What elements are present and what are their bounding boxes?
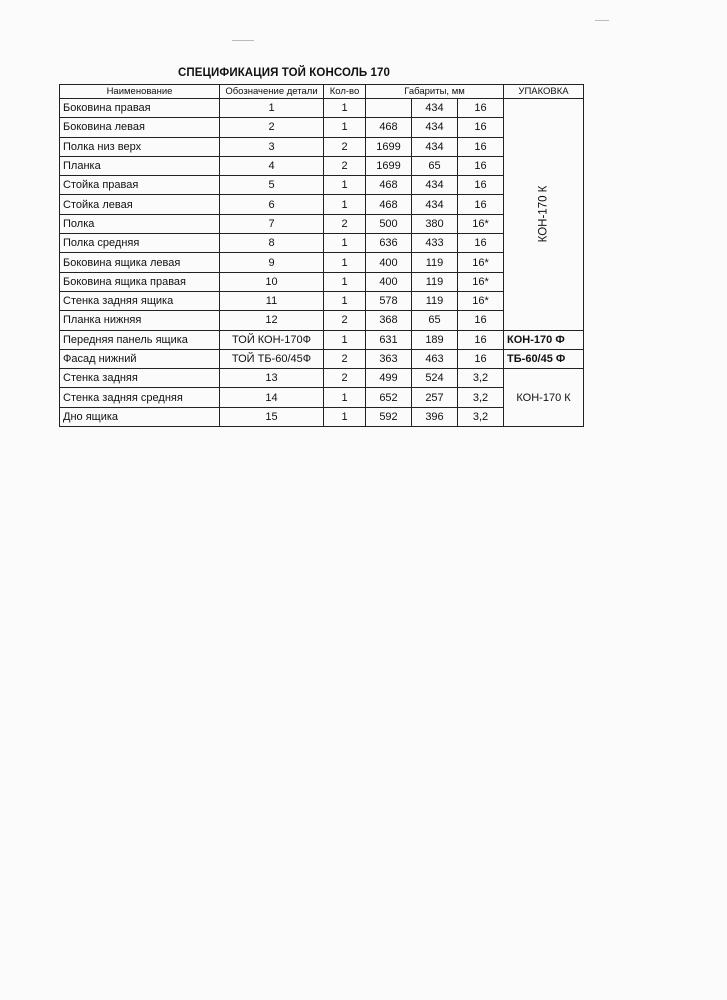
cell-name: Планка [60, 156, 220, 175]
cell-qty: 1 [324, 272, 366, 291]
cell-dim-1: 636 [366, 234, 412, 253]
cell-designation: ТОЙ КОН-170Ф [220, 330, 324, 349]
cell-dim-2: 434 [412, 195, 458, 214]
cell-dim-3: 16 [458, 349, 504, 368]
cell-dim-3: 16 [458, 99, 504, 118]
cell-qty: 1 [324, 291, 366, 310]
cell-dim-1: 1699 [366, 156, 412, 175]
cell-dim-2: 65 [412, 311, 458, 330]
cell-dim-1: 363 [366, 349, 412, 368]
cell-qty: 2 [324, 156, 366, 175]
cell-dim-3: 3,2 [458, 388, 504, 407]
cell-qty: 2 [324, 311, 366, 330]
cell-qty: 1 [324, 407, 366, 426]
header-qty: Кол-во [324, 85, 366, 99]
table-row [60, 369, 584, 388]
cell-name: Боковина правая [60, 99, 220, 118]
cell-dim-3: 16 [458, 156, 504, 175]
cell-qty: 1 [324, 176, 366, 195]
cell-dim-1: 368 [366, 311, 412, 330]
cell-qty: 2 [324, 349, 366, 368]
cell-dim-1: 578 [366, 291, 412, 310]
header-pack: УПАКОВКА [504, 85, 584, 99]
header-name: Наименование [60, 85, 220, 99]
table-row [60, 349, 584, 368]
cell-qty: 1 [324, 330, 366, 349]
cell-qty: 2 [324, 214, 366, 233]
cell-designation: 1 [220, 99, 324, 118]
cell-qty: 1 [324, 234, 366, 253]
cell-name: Полка средняя [60, 234, 220, 253]
cell-dim-1: 400 [366, 272, 412, 291]
cell-dim-3: 16* [458, 214, 504, 233]
cell-qty: 1 [324, 195, 366, 214]
cell-dim-2: 524 [412, 369, 458, 388]
cell-designation: 2 [220, 118, 324, 137]
cell-name: Дно ящика [60, 407, 220, 426]
cell-dim-2: 433 [412, 234, 458, 253]
specification-table [59, 84, 584, 427]
cell-designation: 11 [220, 291, 324, 310]
cell-dim-1: 631 [366, 330, 412, 349]
cell-qty: 1 [324, 99, 366, 118]
cell-name: Планка нижняя [60, 311, 220, 330]
pack-group-1 [504, 99, 584, 331]
cell-name: Стенка задняя [60, 369, 220, 388]
cell-name: Стенка задняя ящика [60, 291, 220, 310]
cell-designation: 7 [220, 214, 324, 233]
scan-mark [595, 20, 609, 21]
cell-name: Боковина ящика правая [60, 272, 220, 291]
cell-dim-1: 468 [366, 195, 412, 214]
cell-dim-3: 16 [458, 176, 504, 195]
cell-dim-3: 16* [458, 291, 504, 310]
cell-designation: 9 [220, 253, 324, 272]
cell-qty: 1 [324, 253, 366, 272]
cell-dim-1: 500 [366, 214, 412, 233]
cell-dim-3: 3,2 [458, 369, 504, 388]
cell-qty: 2 [324, 369, 366, 388]
cell-name: Передняя панель ящика [60, 330, 220, 349]
document-title: СПЕЦИФИКАЦИЯ ТОЙ КОНСОЛЬ 170 [178, 67, 391, 79]
cell-designation: ТОЙ ТБ-60/45Ф [220, 349, 324, 368]
cell-qty: 1 [324, 388, 366, 407]
cell-dim-2: 119 [412, 253, 458, 272]
cell-dim-2: 189 [412, 330, 458, 349]
cell-dim-1: 400 [366, 253, 412, 272]
cell-dim-1: 499 [366, 369, 412, 388]
cell-dim-3: 16 [458, 137, 504, 156]
pack-row-14: ТБ-60/45 Ф [504, 349, 584, 368]
cell-dim-3: 16 [458, 118, 504, 137]
cell-dim-3: 16 [458, 234, 504, 253]
cell-name: Фасад нижний [60, 349, 220, 368]
table-row [60, 99, 584, 118]
cell-designation: 15 [220, 407, 324, 426]
cell-dim-2: 434 [412, 99, 458, 118]
cell-dim-2: 434 [412, 137, 458, 156]
cell-dim-3: 16* [458, 253, 504, 272]
cell-designation: 12 [220, 311, 324, 330]
cell-dim-2: 119 [412, 291, 458, 310]
pack-row-13: КОН-170 Ф [504, 330, 584, 349]
scan-mark [232, 40, 254, 41]
cell-name: Стойка левая [60, 195, 220, 214]
cell-dim-1 [366, 99, 412, 118]
cell-dim-1: 468 [366, 176, 412, 195]
cell-name: Боковина левая [60, 118, 220, 137]
cell-dim-2: 396 [412, 407, 458, 426]
cell-dim-2: 434 [412, 118, 458, 137]
cell-dim-3: 16 [458, 195, 504, 214]
cell-designation: 3 [220, 137, 324, 156]
cell-dim-2: 434 [412, 176, 458, 195]
cell-name: Боковина ящика левая [60, 253, 220, 272]
cell-dim-2: 257 [412, 388, 458, 407]
cell-designation: 5 [220, 176, 324, 195]
cell-dim-3: 3,2 [458, 407, 504, 426]
cell-dim-3: 16* [458, 272, 504, 291]
header-dims: Габариты, мм [366, 85, 504, 99]
cell-designation: 4 [220, 156, 324, 175]
cell-designation: 6 [220, 195, 324, 214]
cell-name: Стойка правая [60, 176, 220, 195]
cell-name: Полка низ верх [60, 137, 220, 156]
cell-dim-2: 463 [412, 349, 458, 368]
header-designation: Обозначение детали [220, 85, 324, 99]
cell-dim-1: 652 [366, 388, 412, 407]
pack-group-2: КОН-170 К [504, 369, 584, 427]
cell-dim-3: 16 [458, 330, 504, 349]
cell-qty: 2 [324, 137, 366, 156]
cell-name: Полка [60, 214, 220, 233]
cell-dim-2: 65 [412, 156, 458, 175]
table-row [60, 330, 584, 349]
cell-name: Стенка задняя средняя [60, 388, 220, 407]
cell-dim-2: 119 [412, 272, 458, 291]
table-header-row [60, 85, 584, 99]
cell-designation: 13 [220, 369, 324, 388]
cell-designation: 10 [220, 272, 324, 291]
cell-qty: 1 [324, 118, 366, 137]
cell-dim-1: 592 [366, 407, 412, 426]
cell-designation: 14 [220, 388, 324, 407]
cell-dim-3: 16 [458, 311, 504, 330]
pack-group-1-label: КОН-170 К [537, 185, 550, 243]
cell-dim-2: 380 [412, 214, 458, 233]
cell-dim-1: 468 [366, 118, 412, 137]
cell-designation: 8 [220, 234, 324, 253]
cell-dim-1: 1699 [366, 137, 412, 156]
